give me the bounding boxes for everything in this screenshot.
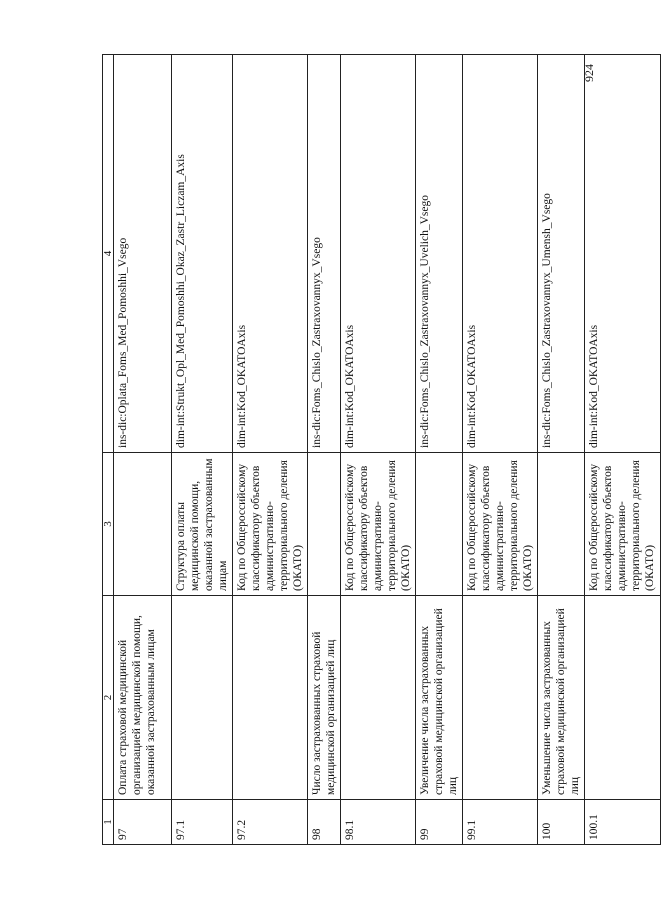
row-number-cell: 98	[308, 800, 341, 845]
indicator-name-cell	[233, 596, 308, 800]
dimension-name-cell: Код по Общероссийскому классификатору объектов административно-территориального деления (ОКАТО)	[233, 453, 308, 596]
row-number-cell: 99	[416, 800, 463, 845]
table-row	[114, 55, 172, 845]
header-cell-1: 1	[103, 800, 114, 845]
dimension-name-cell: Код по Общероссийскому классификатору объектов административно-территориального деления (ОКАТО)	[341, 453, 416, 596]
indicator-name-cell: Оплата страховой медицинской организацией медицинской помощи, оказанной застрахованным лицам	[114, 596, 172, 800]
indicator-name-cell	[172, 596, 233, 800]
element-code-cell: ins-dic:Foms_Chislo_Zastraxovannyx_Uvelich_Vsego	[416, 55, 463, 453]
table-row	[416, 55, 463, 845]
dimension-name-cell	[308, 453, 341, 596]
indicator-name-cell	[463, 596, 538, 800]
element-code-cell: dim-int:Kod_OKATOAxis	[463, 55, 538, 453]
dimension-name-cell	[416, 453, 463, 596]
header-cell-3: 3	[103, 453, 114, 596]
table-row	[538, 55, 585, 845]
element-code-cell: dim-int:Kod_OKATOAxis	[585, 55, 660, 453]
element-code-cell: dim-int:Strukt_Opl_Med_Pomoshhi_Okaz_Zastr_Liczam_Axis	[172, 55, 233, 453]
element-code-cell: ins-dic:Foms_Chislo_Zastraxovannyx_Vsego	[308, 55, 341, 453]
header-cell-2: 2	[103, 596, 114, 800]
table-row	[233, 55, 308, 845]
dimension-name-cell: Код по Общероссийскому классификатору объектов административно-территориального деления (ОКАТО)	[585, 453, 660, 596]
document-table	[102, 54, 661, 845]
indicator-name-cell: Уменьшение числа застрахованных страховой медицинской организацией лиц	[538, 596, 585, 800]
dimension-name-cell: Код по Общероссийскому классификатору объектов административно-территориального деления (ОКАТО)	[463, 453, 538, 596]
table-row	[585, 55, 660, 845]
table-row	[172, 55, 233, 845]
row-number-cell: 100	[538, 800, 585, 845]
row-number-cell: 98.1	[341, 800, 416, 845]
row-number-cell: 97	[114, 800, 172, 845]
table-row	[308, 55, 341, 845]
row-number-cell: 97.1	[172, 800, 233, 845]
element-code-cell: ins-dic:Foms_Chislo_Zastraxovannyx_Umensh_Vsego	[538, 55, 585, 453]
dimension-name-cell	[538, 453, 585, 596]
table-header-row	[103, 55, 114, 845]
dimension-name-cell: Структура оплаты медицинской помощи, оказанной застрахованным лицам	[172, 453, 233, 596]
element-code-cell: dim-int:Kod_OKATOAxis	[233, 55, 308, 453]
page-number: 924	[582, 64, 596, 82]
document-table-rotated	[102, 55, 657, 845]
row-number-cell: 99.1	[463, 800, 538, 845]
row-number-cell: 97.2	[233, 800, 308, 845]
table-row	[463, 55, 538, 845]
indicator-name-cell	[341, 596, 416, 800]
indicator-name-cell: Увеличение числа застрахованных страховой медицинской организацией лиц	[416, 596, 463, 800]
header-cell-4: 4	[103, 55, 114, 453]
element-code-cell: dim-int:Kod_OKATOAxis	[341, 55, 416, 453]
indicator-name-cell	[585, 596, 660, 800]
element-code-cell: ins-dic:Oplata_Foms_Med_Pomoshhi_Vsego	[114, 55, 172, 453]
indicator-name-cell: Число застрахованных страховой медицинской организацией лиц	[308, 596, 341, 800]
row-number-cell: 100.1	[585, 800, 660, 845]
table-row	[341, 55, 416, 845]
dimension-name-cell	[114, 453, 172, 596]
